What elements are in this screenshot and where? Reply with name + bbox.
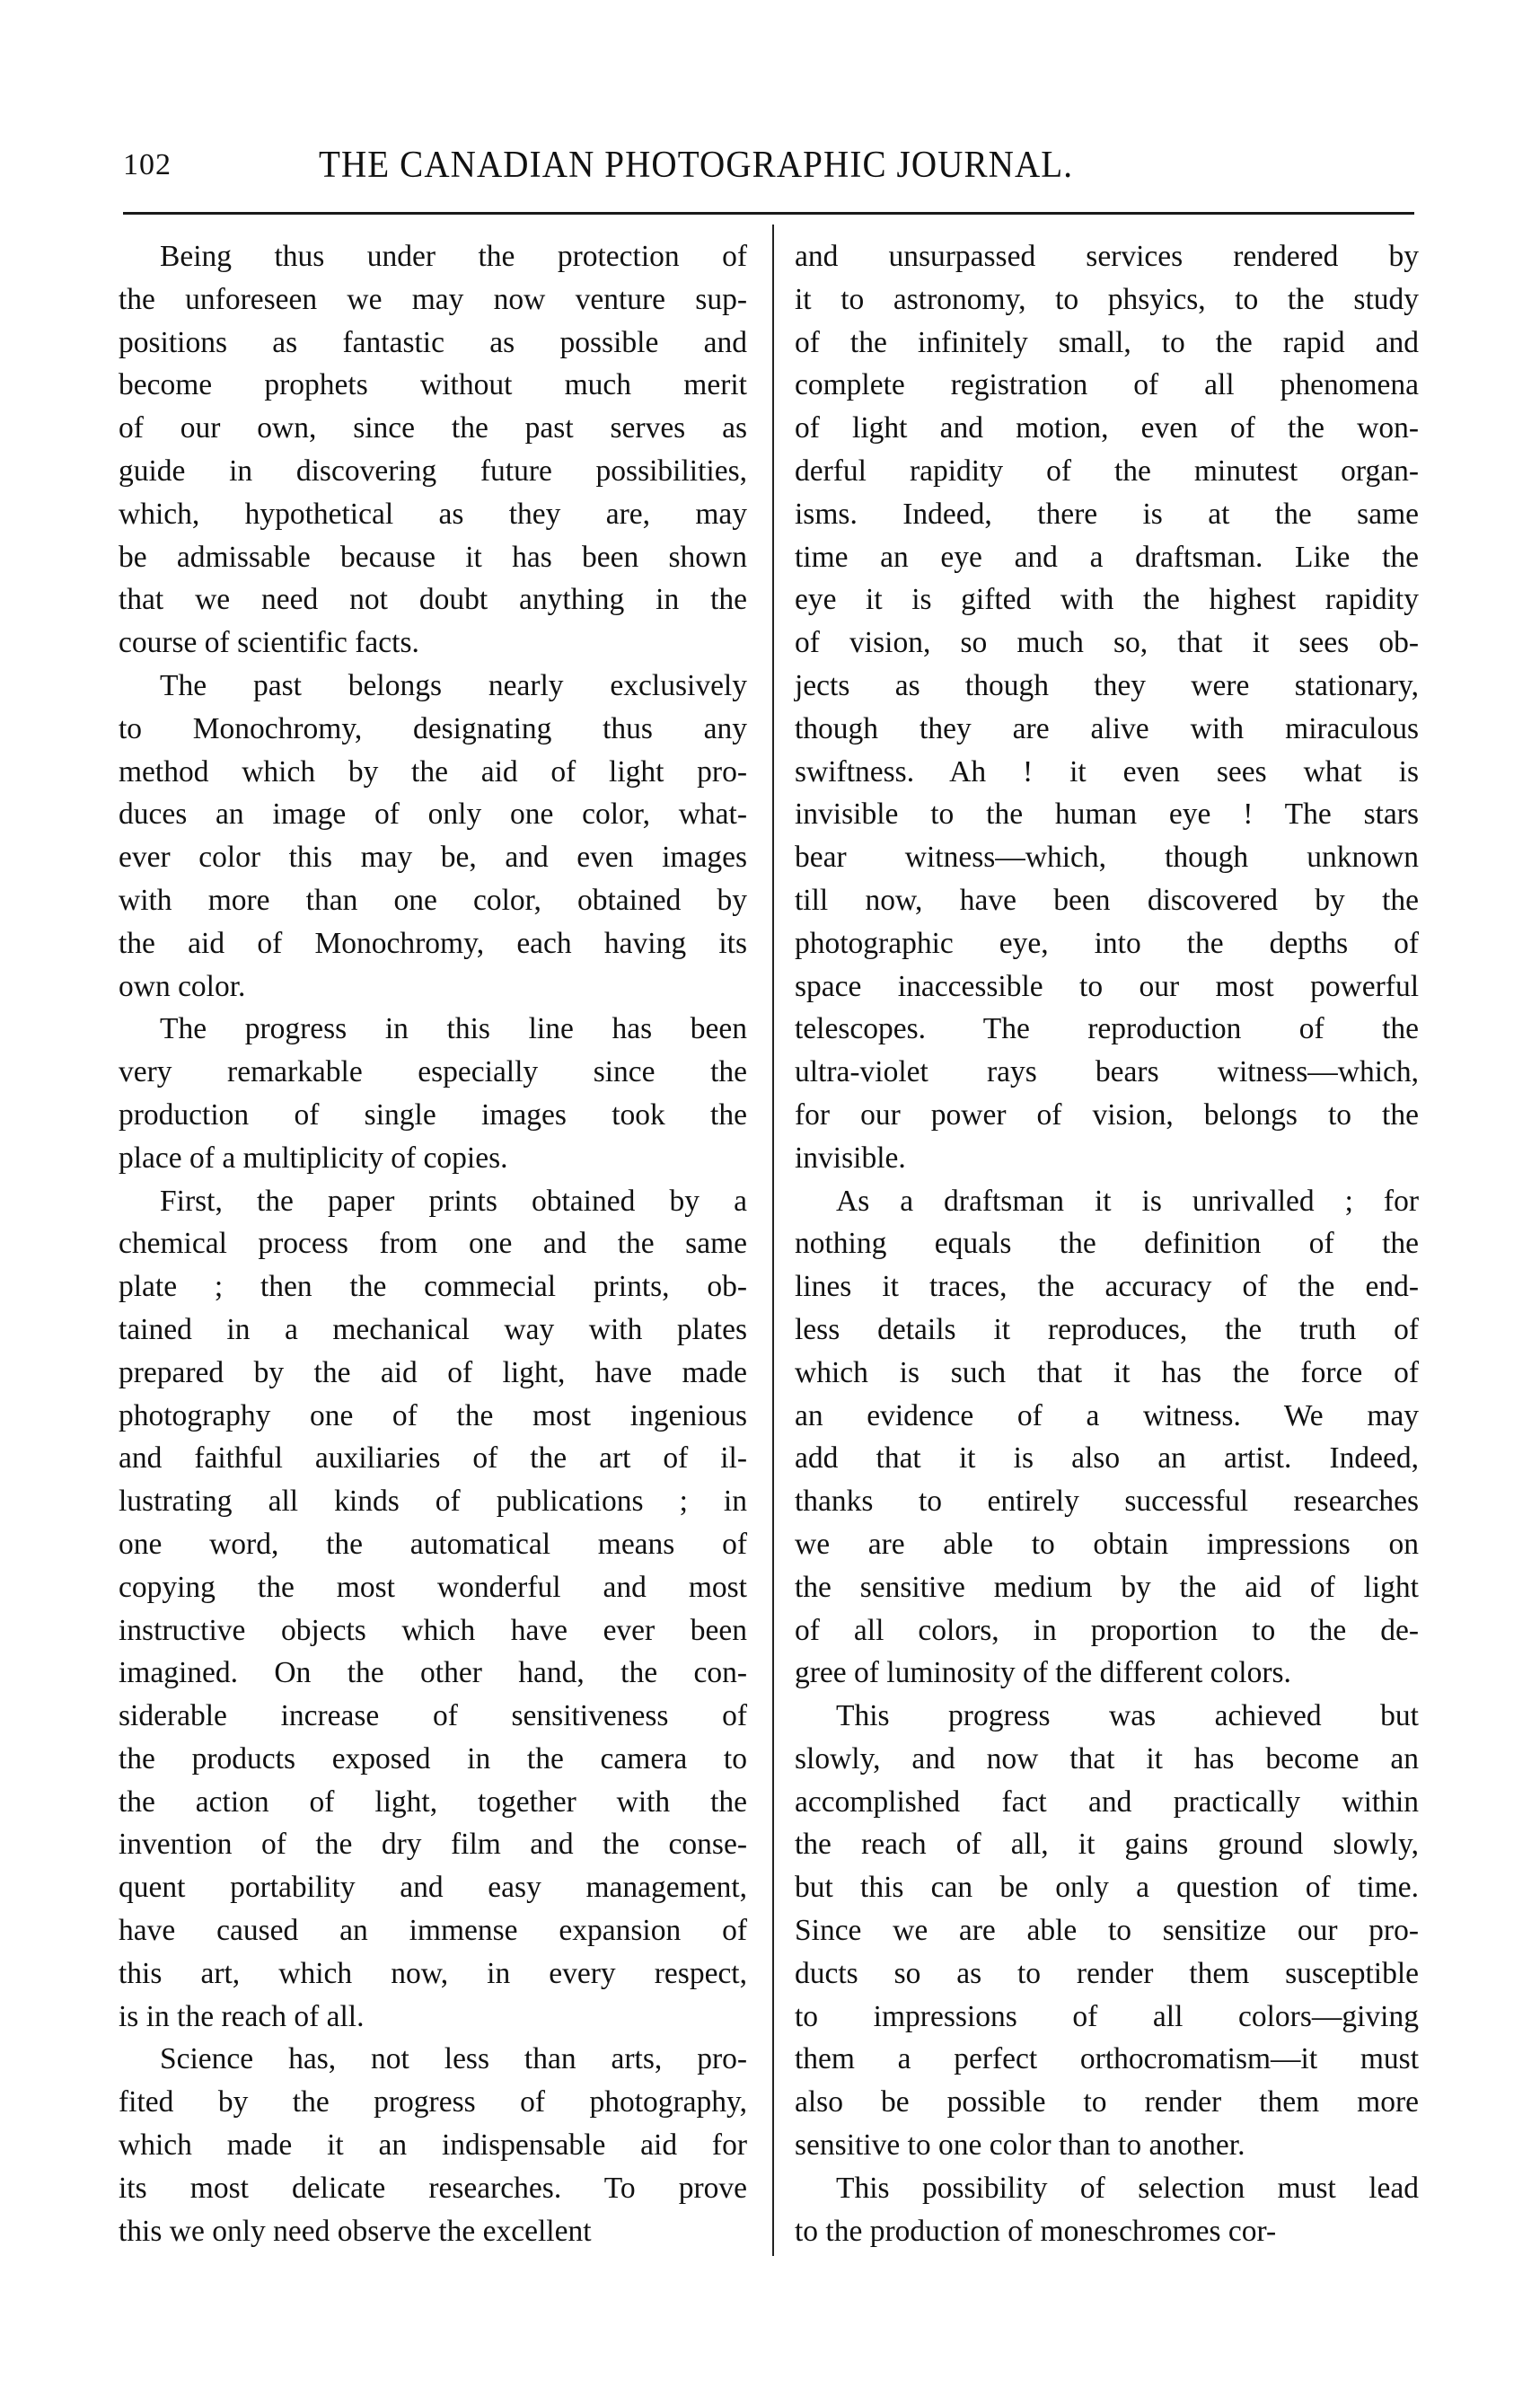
text-line: invisible to the human eye ! The stars	[795, 797, 1419, 832]
text-line: This progress was achieved but	[836, 1699, 1419, 1733]
text-line: method which by the aid of light pro-	[119, 754, 747, 789]
text-line: guide in discovering future possibilities,	[119, 454, 747, 488]
text-line: thanks to entirely successful researches	[795, 1485, 1419, 1519]
text-line: The progress in this line has been	[160, 1012, 747, 1046]
text-line: ultra-violet rays bears witness—which,	[795, 1055, 1419, 1089]
right-column	[795, 235, 1419, 2252]
text-line: own color.	[119, 969, 246, 1003]
text-line: chemical process from one and the same	[119, 1227, 747, 1261]
text-line: lines it traces, the accuracy of the end-	[795, 1270, 1419, 1304]
page-number: 102	[123, 148, 172, 181]
text-line: to Monochromy, designating thus any	[119, 711, 747, 745]
text-line: invisible.	[795, 1141, 906, 1175]
text-line: imagined. On the other hand, the con-	[119, 1656, 747, 1690]
text-line: add that it is also an artist. Indeed,	[795, 1441, 1419, 1476]
text-line: quent portability and easy management,	[119, 1871, 747, 1905]
text-line: of the infinitely small, to the rapid and	[795, 325, 1419, 359]
text-line: which, hypothetical as they are, may	[119, 497, 747, 531]
paragraph	[795, 235, 1419, 1180]
text-line: photography one of the most ingenious	[119, 1398, 747, 1432]
text-line: jects as though they were stationary,	[795, 668, 1419, 702]
text-line: swiftness. Ah ! it even sees what is	[795, 754, 1419, 789]
text-line: to the production of moneschromes cor-	[795, 2214, 1277, 2248]
text-line: accomplished fact and practically within	[795, 1784, 1419, 1819]
text-line: for our power of vision, belongs to the	[795, 1097, 1419, 1132]
paragraph	[795, 2167, 1419, 2253]
text-line: duces an image of only one color, what-	[119, 797, 747, 832]
text-line: place of a multiplicity of copies.	[119, 1141, 508, 1175]
text-line: its most delicate researches. To prove	[119, 2171, 747, 2205]
text-line: sensitive to one color than to another.	[795, 2128, 1245, 2163]
text-line: the products exposed in the camera to	[119, 1741, 747, 1776]
text-line: The past belongs nearly exclusively	[160, 668, 747, 702]
text-line: tained in a mechanical way with plates	[119, 1312, 747, 1346]
text-line: As a draftsman it is unrivalled ; for	[836, 1184, 1419, 1218]
text-line: complete registration of all phenomena	[795, 368, 1419, 402]
text-line: which is such that it has the force of	[795, 1355, 1419, 1389]
text-line: an evidence of a witness. We may	[795, 1398, 1419, 1432]
paragraph	[119, 665, 747, 1008]
column-divider	[772, 225, 774, 2256]
text-line: which made it an indispensable aid for	[119, 2128, 747, 2163]
text-line: bear witness—which, though unknown	[795, 841, 1419, 875]
text-line: but this can be only a question of time.	[795, 1871, 1419, 1905]
text-line: to impressions of all colors—giving	[795, 1999, 1419, 2033]
text-line: is in the reach of all.	[119, 1999, 365, 2033]
text-line: very remarkable especially since the	[119, 1055, 747, 1089]
text-line: one word, the automatical means of	[119, 1527, 747, 1561]
text-line: Science has, not less than arts, pro-	[160, 2042, 747, 2076]
text-line: have caused an immense expansion of	[119, 1914, 747, 1948]
paragraph	[119, 235, 747, 665]
text-line: the action of light, together with the	[119, 1784, 747, 1819]
text-line: positions as fantastic as possible and	[119, 325, 747, 359]
text-line: of our own, since the past serves as	[119, 411, 747, 445]
text-line: gree of luminosity of the different colors.	[795, 1656, 1291, 1690]
text-line: slowly, and now that it has become an	[795, 1741, 1419, 1776]
text-line: though they are alive with miraculous	[795, 711, 1419, 745]
text-line: be admissable because it has been shown	[119, 540, 747, 574]
text-line: prepared by the aid of light, have made	[119, 1355, 747, 1389]
text-line: of all colors, in proportion to the de-	[795, 1613, 1419, 1647]
text-line: of light and motion, even of the won-	[795, 411, 1419, 445]
text-line: plate ; then the commecial prints, ob-	[119, 1270, 747, 1304]
paragraph	[119, 1180, 747, 2039]
paragraph	[119, 2038, 747, 2252]
text-line: fited by the progress of photography,	[119, 2085, 747, 2119]
text-line: the sensitive medium by the aid of light	[795, 1570, 1419, 1604]
text-line: of vision, so much so, that it sees ob-	[795, 626, 1419, 660]
text-line: become prophets without much merit	[119, 368, 747, 402]
text-line: This possibility of selection must lead	[836, 2171, 1419, 2205]
text-line: invention of the dry film and the conse-	[119, 1828, 747, 1862]
text-line: this we only need observe the excellent	[119, 2214, 592, 2248]
text-line: this art, which now, in every respect,	[119, 1956, 747, 1990]
text-line: eye it is gifted with the highest rapidity	[795, 583, 1419, 617]
text-line: derful rapidity of the minutest organ-	[795, 454, 1419, 488]
text-line: Being thus under the protection of	[160, 240, 747, 273]
text-line: course of scientific facts.	[119, 626, 419, 660]
text-line: siderable increase of sensitiveness of	[119, 1699, 747, 1733]
text-line: also be possible to render them more	[795, 2085, 1419, 2119]
text-line: with more than one color, obtained by	[119, 883, 747, 917]
text-line: less details it reproduces, the truth of	[795, 1312, 1419, 1346]
text-line: photographic eye, into the depths of	[795, 926, 1419, 960]
text-line: the reach of all, it gains ground slowly,	[795, 1828, 1419, 1862]
header-rule	[123, 212, 1414, 215]
text-line: and unsurpassed services rendered by	[795, 240, 1419, 273]
journal-title: THE CANADIAN PHOTOGRAPHIC JOURNAL.	[319, 145, 1074, 186]
text-line: that we need not doubt anything in the	[119, 583, 747, 617]
text-line: nothing equals the definition of the	[795, 1227, 1419, 1261]
text-line: time an eye and a draftsman. Like the	[795, 540, 1419, 574]
text-line: till now, have been discovered by the	[795, 883, 1419, 917]
text-line: isms. Indeed, there is at the same	[795, 497, 1419, 531]
paragraph	[119, 1008, 747, 1179]
text-line: production of single images took the	[119, 1097, 747, 1132]
text-line: them a perfect orthocromatism—it must	[795, 2042, 1419, 2076]
text-line: ducts so as to render them susceptible	[795, 1956, 1419, 1990]
text-line: space inaccessible to our most powerful	[795, 969, 1419, 1003]
text-line: telescopes. The reproduction of the	[795, 1012, 1419, 1046]
text-line: Since we are able to sensitize our pro-	[795, 1914, 1419, 1948]
left-column	[119, 235, 747, 2252]
text-line: instructive objects which have ever been	[119, 1613, 747, 1647]
paragraph	[795, 1180, 1419, 1696]
running-head	[123, 144, 1414, 189]
text-line: copying the most wonderful and most	[119, 1570, 747, 1604]
text-line: ever color this may be, and even images	[119, 841, 747, 875]
text-line: the aid of Monochromy, each having its	[119, 926, 747, 960]
text-line: we are able to obtain impressions on	[795, 1527, 1419, 1561]
text-line: it to astronomy, to phsyics, to the study	[795, 282, 1419, 316]
text-line: and faithful auxiliaries of the art of il-	[119, 1441, 747, 1476]
text-line: First, the paper prints obtained by a	[160, 1184, 747, 1218]
paragraph	[795, 1695, 1419, 2167]
text-line: lustrating all kinds of publications ; in	[119, 1485, 747, 1519]
text-line: the unforeseen we may now venture sup-	[119, 282, 747, 316]
